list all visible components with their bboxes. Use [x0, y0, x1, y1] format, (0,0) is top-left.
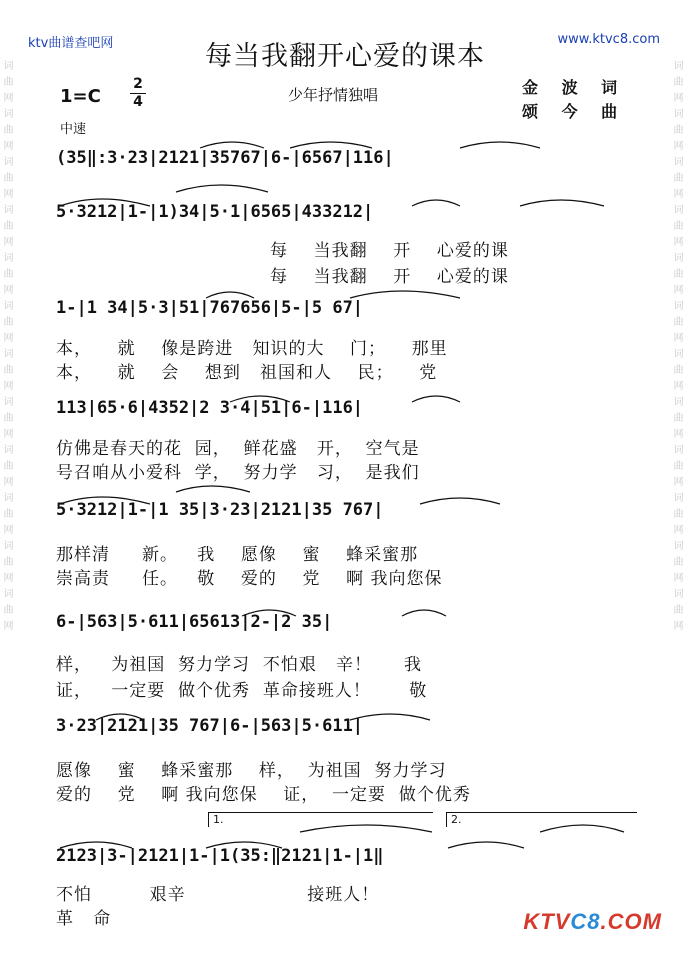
tempo-marking: 中速 — [60, 122, 87, 137]
lyric-line-6a: 样， 为祖国 努力学习 不怕艰 辛！ 我 — [56, 655, 423, 675]
logo-part-c: .COM — [600, 909, 662, 934]
lyric-line-2b: 每 当我翻 开 心爱的课 — [270, 267, 509, 287]
lyric-line-8b: 革 命 — [56, 909, 112, 929]
key-signature: 1=C — [60, 86, 101, 107]
logo-part-b: C8 — [570, 909, 601, 934]
watermark-right: 词曲网词曲网词曲网词曲网词曲网词曲网词曲网词曲网词曲网词曲网词曲网词曲网 — [671, 60, 682, 636]
score-row-7: 3·23|2121|35 767|6-|563|5·611| — [56, 716, 364, 736]
composer-credit: 颂 今 曲 — [522, 102, 627, 121]
subtitle: 少年抒情独唱 — [288, 86, 379, 104]
score-row-1: (35‖:3·23|2121|35767|6-|6567|116| — [56, 148, 394, 168]
site-link-right[interactable]: www.ktvc8.com — [557, 32, 660, 47]
lyric-line-5a: 那样清 新。 我 愿像 蜜 蜂采蜜那 — [56, 545, 419, 565]
score-row-8: 2123|3-|2121|1-|1(35:‖2121|1-|1‖ — [56, 846, 384, 866]
score-row-5: 5·3212|1-|1 35|3·23|2121|35 767| — [56, 500, 384, 520]
lyric-line-4b: 号召咱从小爱科 学， 努力学 习， 是我们 — [56, 463, 420, 483]
lyric-line-6b: 证， 一定要 做个优秀 革命接班人！ 敬 — [56, 681, 428, 701]
lyric-line-4a: 仿佛是春天的花 园， 鲜花盛 开， 空气是 — [56, 439, 420, 459]
ktvc8-logo[interactable] — [523, 909, 662, 935]
credits — [522, 76, 626, 124]
lyric-line-7b: 爱的 党 啊 我向您保 证， 一定要 做个优秀 — [56, 785, 471, 805]
lyric-line-5b: 崇高责 任。 敬 爱的 党 啊 我向您保 — [56, 569, 443, 589]
site-link-left[interactable]: ktv曲谱查吧网 — [28, 36, 114, 51]
lyric-line-3a: 本， 就 像是跨进 知识的大 门； 那里 — [56, 339, 448, 359]
volta-2: 2. — [446, 812, 637, 827]
lyric-line-3b: 本， 就 会 想到 祖国和人 民； 党 — [56, 363, 438, 383]
logo-part-a: KTV — [523, 909, 571, 934]
volta-1: 1. — [208, 812, 433, 827]
score-row-3: 1-|1 34|5·3|51|767656|5-|5 67| — [56, 298, 364, 318]
score-row-4: 113|65·6|4352|2 3·4|51|6-|116| — [56, 398, 364, 418]
score-row-2: 5·3212|1-|1)34|5·1|6565|433212| — [56, 202, 374, 222]
lyric-line-8a: 不怕 艰辛 接班人！ — [56, 885, 380, 905]
lyric-line-2a: 每 当我翻 开 心爱的课 — [270, 241, 509, 261]
meter-bottom: 4 — [130, 93, 146, 111]
watermark-left: 词曲网词曲网词曲网词曲网词曲网词曲网词曲网词曲网词曲网词曲网词曲网词曲网 — [1, 60, 12, 636]
meter-top: 2 — [133, 76, 143, 92]
lyric-line-7a: 愿像 蜜 蜂采蜜那 样， 为祖国 努力学习 — [56, 761, 447, 781]
lyricist-credit: 金 波 词 — [522, 78, 627, 97]
score-row-6: 6-|563|5·611|65613|2-|2 35| — [56, 612, 333, 632]
time-signature — [130, 76, 146, 111]
song-title: 每当我翻开心爱的课本 — [205, 41, 485, 72]
